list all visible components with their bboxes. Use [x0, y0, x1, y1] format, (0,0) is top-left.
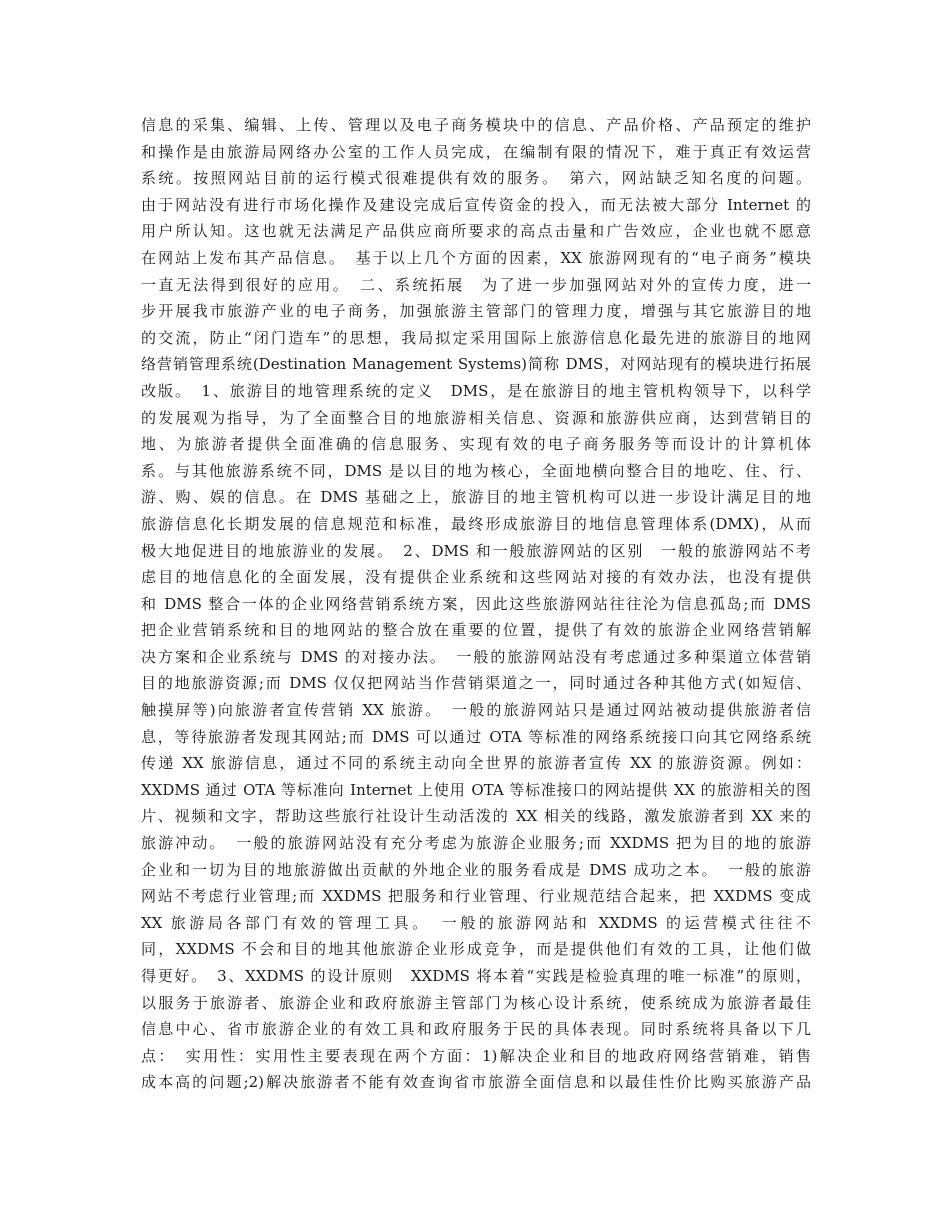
text-line: 企业和一切为目的地旅游做出贡献的外地企业的服务看成是 DMS 成功之本。 一般的旅游	[141, 860, 811, 879]
text-line: 在网站上发布其产品信息。 基于以上几个方面的因素，XX 旅游网现有的“电子商务”模块	[141, 248, 811, 267]
text-line: 极大地促进目的地旅游业的发展。 2、DMS 和一般旅游网站的区别 一般的旅游网站不考	[141, 541, 811, 560]
text-line: 点： 实用性：实用性主要表现在两个方面：1)解决企业和目的地政府网络营销难，销售	[141, 1046, 811, 1065]
text-line: 成本高的问题;2)解决旅游者不能有效查询省市旅游全面信息和以最佳性价比购买旅游产品	[141, 1073, 811, 1092]
text-line: 和 DMS 整合一体的企业网络营销系统方案，因此这些旅游网站往往沦为信息孤岛;而 DMS	[141, 594, 811, 613]
text-line: 一直无法得到很好的应用。 二、系统拓展 为了进一步加强网站对外的宣传力度，进一	[141, 275, 811, 294]
text-line: 网站不考虑行业管理;而 XXDMS 把服务和行业管理、行业规范结合起来，把 XXDMS 变成	[141, 887, 811, 906]
text-line: 以服务于旅游者、旅游企业和政府旅游主管部门为核心设计系统，使系统成为旅游者最佳	[141, 993, 811, 1012]
text-line: 和操作是由旅游局网络办公室的工作人员完成，在编制有限的情况下，难于真正有效运营	[141, 142, 811, 161]
text-line: 用户所认知。这也就无法满足产品供应商所要求的高点击量和广告效应，企业也就不愿意	[141, 222, 811, 241]
text-line: XX 旅游局各部门有效的管理工具。 一般的旅游网站和 XXDMS 的运营模式往往不	[141, 913, 811, 932]
text-line: 游、购、娱的信息。在 DMS 基础之上，旅游目的地主管机构可以进一步设计满足目的地	[141, 488, 811, 507]
text-line: 改版。 1、旅游目的地管理系统的定义 DMS，是在旅游目的地主管机构领导下，以科学	[141, 381, 811, 400]
text-line: 传递 XX 旅游信息，通过不同的系统主动向全世界的旅游者宣传 XX 的旅游资源。例如：	[141, 754, 811, 773]
text-line: 目的地旅游资源;而 DMS 仅仅把网站当作营销渠道之一，同时通过各种其他方式(如短信、	[141, 674, 811, 693]
text-line: 信息中心、省市旅游企业的有效工具和政府服务于民的具体表现。同时系统将具备以下几	[141, 1020, 811, 1039]
text-line: 的交流，防止“闭门造车”的思想，我局拟定采用国际上旅游信息化最先进的旅游目的地网	[141, 328, 811, 347]
body-text	[141, 112, 811, 1096]
text-line: 步开展我市旅游产业的电子商务，加强旅游主管部门的管理力度，增强与其它旅游目的地	[141, 302, 811, 321]
text-line: 息，等待旅游者发现其网站;而 DMS 可以通过 OTA 等标准的网络系统接口向其它网络系统	[141, 727, 811, 746]
text-line: 地、为旅游者提供全面准确的信息服务、实现有效的电子商务服务等而设计的计算机体	[141, 435, 811, 454]
text-line: 络营销管理系统(Destination Management Systems)简称 DMS，对网站现有的模块进行拓展	[141, 355, 811, 374]
text-line: 旅游信息化长期发展的信息规范和标准，最终形成旅游目的地信息管理体系(DMX)，从而	[141, 514, 811, 533]
text-line: 把企业营销系统和目的地网站的整合放在重要的位置，提供了有效的旅游企业网络营销解	[141, 621, 811, 640]
text-line: 片、视频和文字，帮助这些旅行社设计生动活泼的 XX 相关的线路，激发旅游者到 XX 来的	[141, 807, 811, 826]
text-line: 得更好。 3、XXDMS 的设计原则 XXDMS 将本着“实践是检验真理的唯一标准”的原则，	[141, 967, 811, 985]
text-line: 触摸屏等)向旅游者宣传营销 XX 旅游。 一般的旅游网站只是通过网站被动提供旅游者信	[141, 701, 811, 720]
text-line: 虑目的地信息化的全面发展，没有提供企业系统和这些网站对接的有效办法，也没有提供	[141, 568, 811, 587]
text-line: 由于网站没有进行市场化操作及建设完成后宣传资金的投入，而无法被大部分 Internet 的	[141, 195, 811, 214]
text-line: 旅游冲动。 一般的旅游网站没有充分考虑为旅游企业服务;而 XXDMS 把为目的地的旅游	[141, 834, 811, 853]
text-line: 信息的采集、编辑、上传、管理以及电子商务模块中的信息、产品价格、产品预定的维护	[141, 116, 811, 134]
text-line: 系统。按照网站目前的运行模式很难提供有效的服务。 第六，网站缺乏知名度的问题。	[141, 169, 811, 188]
text-line: XXDMS 通过 OTA 等标准向 Internet 上使用 OTA 等标准接口的网站提供 XX 的旅游相关的图	[141, 780, 811, 799]
text-line: 决方案和企业系统与 DMS 的对接办法。 一般的旅游网站没有考虑通过多种渠道立体营销	[141, 647, 811, 666]
text-line: 系。与其他旅游系统不同，DMS 是以目的地为核心，全面地横向整合目的地吃、住、行、	[141, 461, 811, 480]
text-line: 的发展观为指导，为了全面整合目的地旅游相关信息、资源和旅游供应商，达到营销目的	[141, 408, 811, 427]
text-line: 同，XXDMS 不会和目的地其他旅游企业形成竞争，而是提供他们有效的工具，让他们做	[141, 940, 811, 959]
